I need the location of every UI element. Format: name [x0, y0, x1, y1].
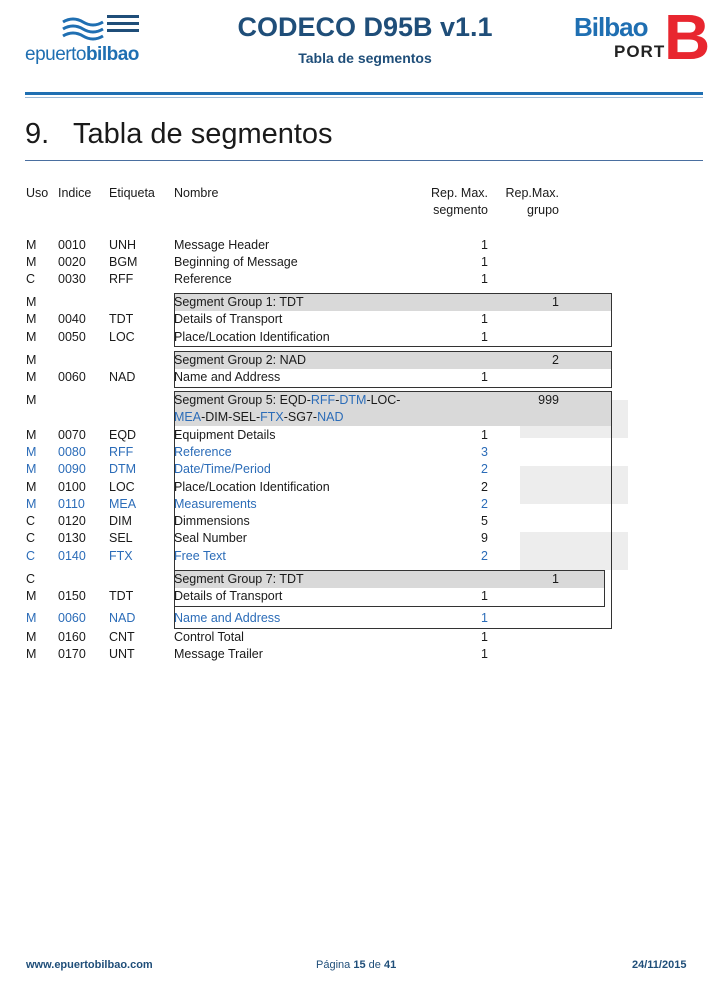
row-indice: 0130: [58, 531, 86, 545]
row-etiqueta: LOC: [109, 480, 135, 494]
row-rep-segmento: 1: [481, 272, 488, 286]
footer-url[interactable]: www.epuertobilbao.com: [26, 959, 153, 971]
section-number: 9.: [25, 118, 50, 150]
row-uso: M: [26, 393, 37, 407]
row-etiqueta: UNT: [109, 647, 135, 661]
row-indice: 0010: [58, 238, 86, 252]
row-rep-segmento: 1: [481, 647, 488, 661]
row-etiqueta: BGM: [109, 255, 138, 269]
row-rep-segmento: 2: [481, 480, 488, 494]
row-etiqueta: LOC: [109, 330, 135, 344]
row-nombre: Details of Transport: [174, 589, 283, 603]
row-etiqueta: TDT: [109, 589, 134, 603]
row-uso: M: [26, 611, 37, 625]
row-etiqueta: RFF: [109, 272, 134, 286]
row-nombre: Message Header: [174, 238, 270, 252]
row-uso: C: [26, 549, 36, 563]
row-nombre: Dimmensions: [174, 514, 250, 528]
row-etiqueta: NAD: [109, 611, 136, 625]
row-etiqueta: MEA: [109, 497, 137, 511]
row-indice: 0060: [58, 370, 86, 384]
header-rule-thin: [25, 97, 703, 98]
col-rep-segmento-2: segmento: [433, 203, 488, 217]
row-nombre-group5-line2: [174, 409, 343, 426]
row-indice: 0040: [58, 312, 86, 326]
row-etiqueta: UNH: [109, 238, 137, 252]
row-etiqueta: NAD: [109, 370, 136, 384]
row-etiqueta: CNT: [109, 630, 135, 644]
section-title: Tabla de segmentos: [73, 118, 333, 150]
row-uso: C: [26, 531, 36, 545]
group5-part: Segment Group 5: EQD-: [174, 393, 311, 407]
row-uso: M: [26, 428, 37, 442]
document-title: CODECO D95B v1.1: [237, 12, 493, 42]
group5-part: -LOC-: [366, 393, 401, 407]
col-rep-grupo-2: grupo: [527, 203, 559, 217]
row-rep-segmento: 2: [481, 497, 488, 511]
row-indice: 0110: [58, 497, 85, 511]
row-uso: M: [26, 370, 37, 384]
row-rep-segmento: 5: [481, 514, 488, 528]
row-nombre: Segment Group 7: TDT: [174, 572, 304, 586]
row-nombre: Message Trailer: [174, 647, 263, 661]
row-nombre: Name and Address: [174, 611, 281, 625]
group5-part: RFF: [310, 393, 336, 407]
footer-date: 24/11/2015: [632, 959, 687, 971]
row-rep-segmento: 1: [481, 238, 488, 252]
group5-part: NAD: [317, 410, 344, 424]
col-rep-grupo: Rep.Max.: [505, 186, 559, 200]
row-rep-segmento: 1: [481, 630, 488, 644]
row-uso: M: [26, 255, 37, 269]
logo-word: Bilbao: [574, 12, 648, 42]
row-uso: M: [26, 238, 37, 252]
row-rep-segmento: 1: [481, 312, 488, 326]
group5-part: -DIM-SEL-: [201, 410, 261, 424]
row-nombre: Place/Location Identification: [174, 480, 330, 494]
bilbao-port-logo[interactable]: [570, 1, 711, 76]
group5-part: -SG7-: [283, 410, 318, 424]
row-indice: 0030: [58, 272, 86, 286]
row-indice: 0070: [58, 428, 86, 442]
group5-part: DTM: [339, 393, 367, 407]
col-indice: Indice: [58, 186, 92, 200]
col-nombre: Nombre: [174, 186, 219, 200]
row-nombre-group5-line1: [174, 392, 400, 409]
row-nombre: Equipment Details: [174, 428, 276, 442]
row-nombre: Reference: [174, 445, 232, 459]
row-uso: M: [26, 630, 37, 644]
row-rep-segmento: 3: [481, 445, 488, 459]
logo-sub: PORT: [614, 42, 666, 61]
row-uso: M: [26, 480, 37, 494]
row-indice: 0160: [58, 630, 86, 644]
row-indice: 0080: [58, 445, 86, 459]
row-nombre: Measurements: [174, 497, 257, 511]
row-uso: M: [26, 589, 37, 603]
col-uso: Uso: [26, 186, 49, 200]
row-rep-segmento: 1: [481, 370, 488, 384]
group5-part: MEA: [174, 410, 202, 424]
row-uso: C: [26, 514, 36, 528]
row-rep-grupo: 2: [552, 353, 559, 367]
row-uso: M: [26, 312, 37, 326]
row-etiqueta: FTX: [109, 549, 133, 563]
row-indice: 0150: [58, 589, 86, 603]
row-rep-segmento: 1: [481, 589, 488, 603]
row-etiqueta: EQD: [109, 428, 137, 442]
row-uso: C: [26, 272, 36, 286]
row-nombre: Date/Time/Period: [174, 462, 271, 476]
row-etiqueta: SEL: [109, 531, 133, 545]
row-rep-grupo: 1: [552, 572, 559, 586]
row-indice: 0140: [58, 549, 86, 563]
waves-icon: [25, 12, 155, 48]
row-uso: M: [26, 497, 37, 511]
row-uso: M: [26, 647, 37, 661]
row-uso: M: [26, 353, 37, 367]
section-rule: [25, 160, 703, 161]
row-etiqueta: RFF: [109, 445, 134, 459]
row-nombre: Name and Address: [174, 370, 281, 384]
row-rep-segmento: 2: [481, 549, 488, 563]
footer-page: Página 15 de 41: [316, 959, 397, 971]
epuertobilbao-logo[interactable]: epuertobilbao: [25, 12, 155, 67]
row-indice: 0020: [58, 255, 86, 269]
row-rep-segmento: 9: [481, 531, 488, 545]
row-rep-grupo: 1: [552, 295, 559, 309]
group5-part: -: [335, 393, 340, 407]
row-nombre: Place/Location Identification: [174, 330, 330, 344]
row-rep-segmento: 1: [481, 255, 488, 269]
row-nombre: Segment Group 2: NAD: [174, 353, 307, 367]
logo-letter: B: [664, 1, 711, 73]
row-nombre: Free Text: [174, 549, 226, 563]
row-etiqueta: DTM: [109, 462, 137, 476]
col-rep-segmento: Rep. Max.: [431, 186, 488, 200]
row-etiqueta: DIM: [109, 514, 132, 528]
row-rep-segmento: 1: [481, 330, 488, 344]
row-nombre: Segment Group 1: TDT: [174, 295, 304, 309]
row-indice: 0170: [58, 647, 86, 661]
col-etiqueta: Etiqueta: [109, 186, 155, 200]
row-indice: 0100: [58, 480, 86, 494]
row-rep-segmento: 2: [481, 462, 488, 476]
row-nombre: Beginning of Message: [174, 255, 298, 269]
group5-part: FTX: [260, 410, 284, 424]
row-etiqueta: TDT: [109, 312, 134, 326]
header-rule: [25, 92, 703, 95]
row-nombre: Seal Number: [174, 531, 247, 545]
row-indice: 0120: [58, 514, 86, 528]
row-indice: 0060: [58, 611, 86, 625]
row-rep-segmento: 1: [481, 428, 488, 442]
row-uso: C: [26, 572, 36, 586]
row-nombre: Control Total: [174, 630, 244, 644]
row-uso: M: [26, 295, 37, 309]
row-uso: M: [26, 462, 37, 476]
row-indice: 0050: [58, 330, 86, 344]
row-uso: M: [26, 445, 37, 459]
row-indice: 0090: [58, 462, 86, 476]
document-subtitle: Tabla de segmentos: [298, 50, 432, 66]
row-nombre: Details of Transport: [174, 312, 283, 326]
row-nombre: Reference: [174, 272, 232, 286]
row-rep-grupo: 999: [538, 393, 559, 407]
row-uso: M: [26, 330, 37, 344]
row-rep-segmento: 1: [481, 611, 488, 625]
